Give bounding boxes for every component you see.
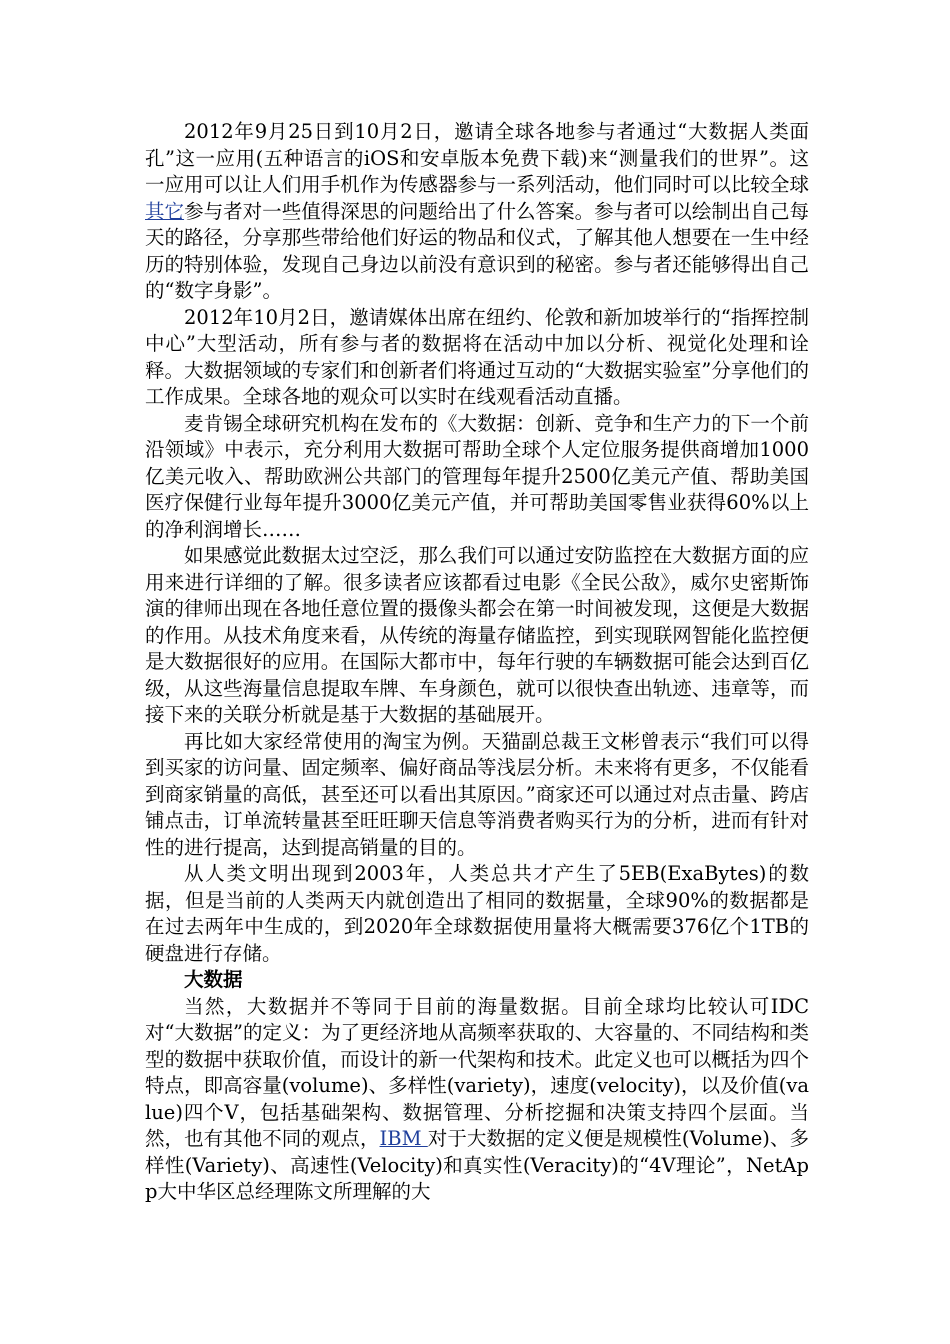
section-heading: 大数据 [184,968,243,991]
document-body [145,119,809,1206]
paragraph-7-text-before: 当然，大数据并不等同于目前的海量数据。目前全球均比较认可IDC对“大数据”的定义：为了更经济地从高频率获取的、大容量的、不同结构和类型的数据中获取价值，而设计的新一代架构和技术。此定义也可以概括为四个特点，即高容量(volume)、多样性(variety)，速度(velocity)，以及价值(value)四个V，包括基础架构、数据管理、分析挖掘和决策支持四个层面。当然，也有其他不同的观点， [145,994,809,1150]
paragraph-1 [145,119,809,305]
paragraph-4: 如果感觉此数据太过空泛，那么我们可以通过安防监控在大数据方面的应用来进行详细的了解。很多读者应该都看过电影《全民公敌》，威尔史密斯饰演的律师出现在各地任意位置的摄像头都会在第一时间被发现，这便是大数据的作用。从技术角度来看，从传统的海量存储监控，到实现联网智能化监控便是大数据很好的应用。在国际大都市中，每年行驶的车辆数据可能会达到百亿级，从这些海量信息提取车牌、车身颜色，就可以很快查出轨迹、违章等，而接下来的关联分析就是基于大数据的基础展开。 [145,544,809,726]
paragraph-7-text-after: 对于大数据的定义便是规模性(Volume)、多样性(Variety)、高速性(Velocity)和真实性(Veracity)的“4V理论”，NetApp大中华区总经理陈文所理解的大 [145,1127,809,1203]
paragraph-7 [145,994,809,1206]
paragraph-1-text-after: 参与者对一些值得深思的问题给出了什么答案。参与者可以绘制出自己每天的路径，分享那些带给他们好运的物品和仪式，了解其他人想要在一生中经历的特别体验，发现自己身边以前没有意识到的秘密。参与者还能够得出自己的“数字身影”。 [145,199,809,302]
paragraph-5: 再比如大家经常使用的淘宝为例。天猫副总裁王文彬曾表示“我们可以得到买家的访问量、固定频率、偏好商品等浅层分析。未来将有更多，不仅能看到商家销量的高低，甚至还可以看出其原因。”商家还可以通过对点击量、跨店铺点击，订单流转量甚至旺旺聊天信息等消费者购买行为的分析，进而有针对性的进行提高，达到提高销量的目的。 [145,729,809,859]
link-ibm[interactable]: IBM [379,1127,428,1150]
link-qita[interactable]: 其它 [145,199,185,223]
paragraph-2: 2012年10月2日，邀请媒体出席在纽约、伦敦和新加坡举行的“指挥控制中心”大型活动，所有参与者的数据将在活动中加以分析、视觉化处理和诠释。大数据领域的专家们和创新者们将通过互动的“大数据实验室”分享他们的工作成果。全球各地的观众可以实时在线观看活动直播。 [145,305,809,408]
paragraph-1-text-before: 2012年9月25日到10月2日，邀请全球各地参与者通过“大数据人类面孔”这一应用(五种语言的iOS和安卓版本免费下载)来“测量我们的世界”。这一应用可以让人们用手机作为传感器参与一系列活动，他们同时可以比较全球 [145,120,809,196]
paragraph-6: 从人类文明出现到2003年，人类总共才产生了5EB(ExaBytes)的数据，但是当前的人类两天内就创造出了相同的数据量，全球90%的数据都是在过去两年中生成的，到2020年全球数据使用量将大概需要376亿个1TB的硬盘进行存储。 [145,862,809,965]
paragraph-3: 麦肯锡全球研究机构在发布的《大数据：创新、竞争和生产力的下一个前沿领域》中表示，充分利用大数据可帮助全球个人定位服务提供商增加1000亿美元收入、帮助欧洲公共部门的管理每年提升2500亿美元产值、帮助美国医疗保健行业每年提升3000亿美元产值，并可帮助美国零售业获得60%以上的净利润增长…… [145,411,809,541]
